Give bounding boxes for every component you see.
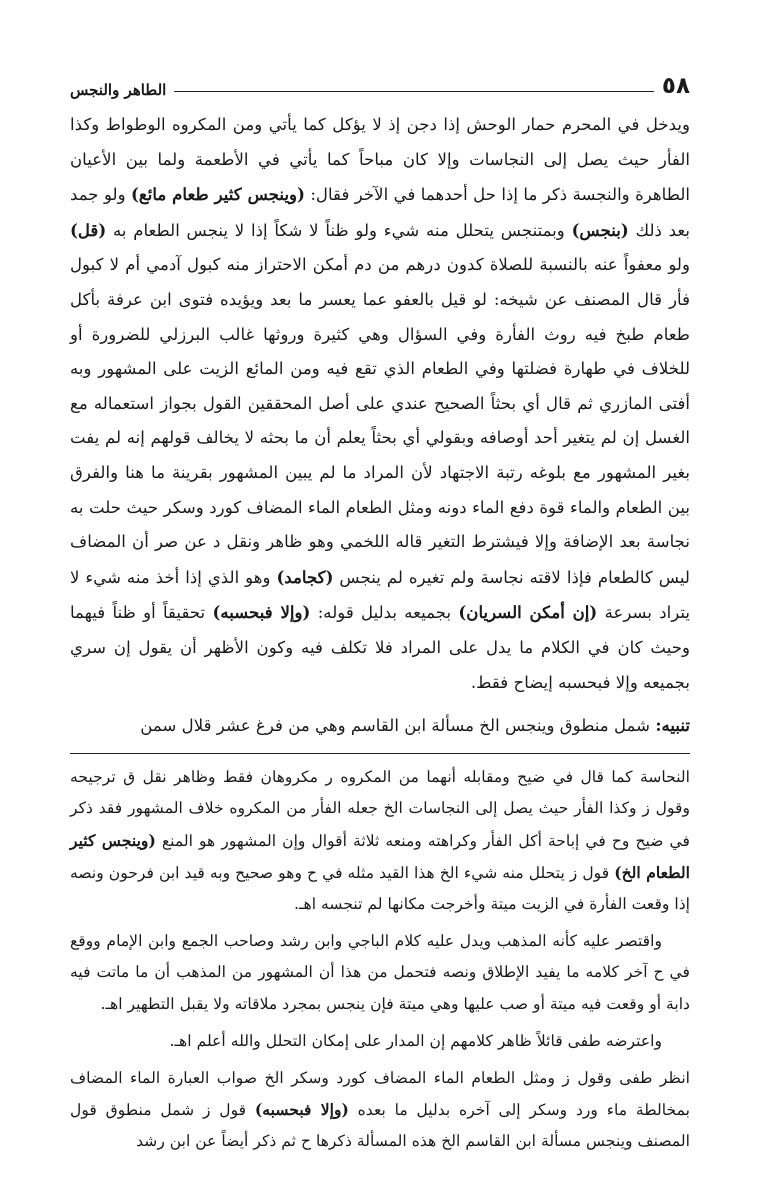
running-title: الطاهر والنجس xyxy=(70,81,167,99)
footnote-paragraph xyxy=(70,926,690,1020)
main-text-segment: ويدخل في المحرم حمار الوحش إذا دجن إذ لا يؤكل كما يأتي ومن المكروه الوطواط وكذا الفأر حيث يصل إلى النجاسات وإلا كان مباحاً كما يأتي في الأطعمة ولما بين الأعيان الطاهرة والنجسة ذكر ما إذا حل أحدهما في الآخر فقال: xyxy=(70,115,691,205)
matn-quote: (كجامد) xyxy=(276,566,334,587)
footnote-text: واقتصر عليه كأنه المذهب ويدل عليه كلام الباجي وابن رشد وصاحب الجمع وابن الإمام ووقع في ح آخر كلامه ما يفيد الإطلاق ونصه فتحمل من هذا أن المشهور من المذهب أن ما ماتت فيه دابة أو وقعت فيه ميتة أو صب عليها وهي ميتة فإن ينجس بمجرد ملاقاته ولا يقبل التطهير اهـ. xyxy=(70,932,690,1013)
tanbih-label: تنبيه: xyxy=(655,715,690,736)
matn-quote: (وينجس كثير طعام مائع) xyxy=(131,184,305,205)
footnote-text: النحاسة كما قال في ضيح ومقابله أنهما من المكروه ر مكروهان فقط وظاهر نقل ق ترجيحه وقول ز وكذا الفأر حيث يصل إلى النجاسات الخ جعله الفأر من المكروه خلاف المشهور فقد ذكر في ضيح وح في إباحة أكل الفأر وكراهته ومنعه ثلاثة أقوال وإن المشهور هو المنع xyxy=(70,768,690,850)
footnote-quote: (وينجس كثير الطعام الخ) xyxy=(70,830,690,882)
footnote-divider xyxy=(70,753,690,754)
matn-quote: (بنجس) xyxy=(571,219,629,240)
matn-quote: (إن أمكن السريان) xyxy=(458,602,598,623)
main-paragraph xyxy=(70,108,690,700)
footnote-paragraph xyxy=(70,1026,690,1057)
header-rule xyxy=(174,91,654,92)
footnote-paragraph xyxy=(70,762,690,920)
footnotes xyxy=(70,762,690,1157)
page-header xyxy=(70,70,690,98)
main-text-segment: بجميعه بدليل قوله: xyxy=(317,603,452,623)
matn-quote: (وإلا فبحسبه) xyxy=(212,602,311,623)
main-text-segment: وبمتنجس يتحلل منه شيء ولو ظناً لا شكاً إذا لا ينجس الطعام به xyxy=(112,220,565,240)
footnote-paragraph xyxy=(70,1063,690,1158)
tanbih-note xyxy=(70,708,690,743)
footnote-text: قول ز شمل منطوق قول المصنف وينجس مسألة ابن القاسم الخ هذه المسألة ذكرها ح ثم ذكر أيضاً عن ابن رشد xyxy=(70,1101,690,1151)
footnote-text: قول ز يتحلل منه شيء الخ هذا القيد مثله في ح وهو صحيح وبه قيد ابن فرحون ونصه إذا وقعت الفأرة في الزيت ميتة وأخرجت مكانها لم تنجسه اهـ. xyxy=(70,863,690,913)
footnote-text: انظر طفى وقول ز ومثل الطعام الماء المضاف كورد وسكر الخ صواب العبارة الماء المضاف بمخالطة ماء ورد وسكر إلى آخره بدليل ما بعده xyxy=(70,1068,690,1120)
footnote-text: واعترضه طفى قائلاً ظاهر كلامهم إن المدار على إمكان التحلل والله أعلم اهـ. xyxy=(169,1031,662,1050)
main-text-segment: وهو الذي إذا أخذ منه شيء لا يتراد بسرعة xyxy=(70,567,691,623)
matn-quote: (قل) xyxy=(70,219,107,240)
main-text-segment: ولو معفواً عنه بالنسبة للصلاة كدون درهم من دم أمكن الاحتراز منه كبول آدمي أم لا كبول فأر قال المصنف عن شيخه: لو قيل بالعفو عما يعسر ما بعد ويؤيده فتوى ابن عرفة بأكل طعام طبخ فيه روث الفأرة وفي السؤال وهي كثيرة وروثها غالب البرزلي للضرورة أو للخلاف في طهارة فضلتها وفي الطعام الذي تقع فيه ومن المائع الزيت على المشهور وبه أفتى المازري ثم قال أي بحثاً الصحيح عندي على أصل المحققين القول بجواز استعماله مع الغسل إن لم يتغير أحد أوصافه وبقولي أي بحثاً يعلم أن ما بحثه لا يخالف قولهم إنه لم يفت بغير المشهور مع بلوغه رتبة الاجتهاد لأن المراد ما لم يبين المشهور بقرينة ما هنا والفرق بين الطعام والماء قوة دفع الماء دونه ومثل الطعام الماء المضاف كورد وسكر حيث حلت به نجاسة بعد الإضافة وإلا فيشترط التغير قاله اللخمي وهو ظاهر ونقل د عن صر أن المضاف ليس كالطعام فإذا لاقته نجاسة ولم تغيره لم ينجس xyxy=(70,255,690,587)
book-page xyxy=(70,70,690,1158)
page-number: ٥٨ xyxy=(661,73,690,99)
main-body xyxy=(70,108,690,700)
main-text-segment: ولو جمد بعد ذلك xyxy=(70,185,691,240)
footnote-quote: (وإلا فبحسبه) xyxy=(254,1100,349,1120)
main-text-segment: تحقيقاً أو ظناً فيهما وحيث كان في الكلام ما يدل على المراد فلا تكلف فيه وكون الأظهر أن يقول إن سري بجميعه وإلا فبحسبه إيضاح فقط. xyxy=(70,603,690,692)
tanbih-text: شمل منطوق وينجس الخ مسألة ابن القاسم وهي من فرغ عشر قلال سمن xyxy=(140,716,651,736)
